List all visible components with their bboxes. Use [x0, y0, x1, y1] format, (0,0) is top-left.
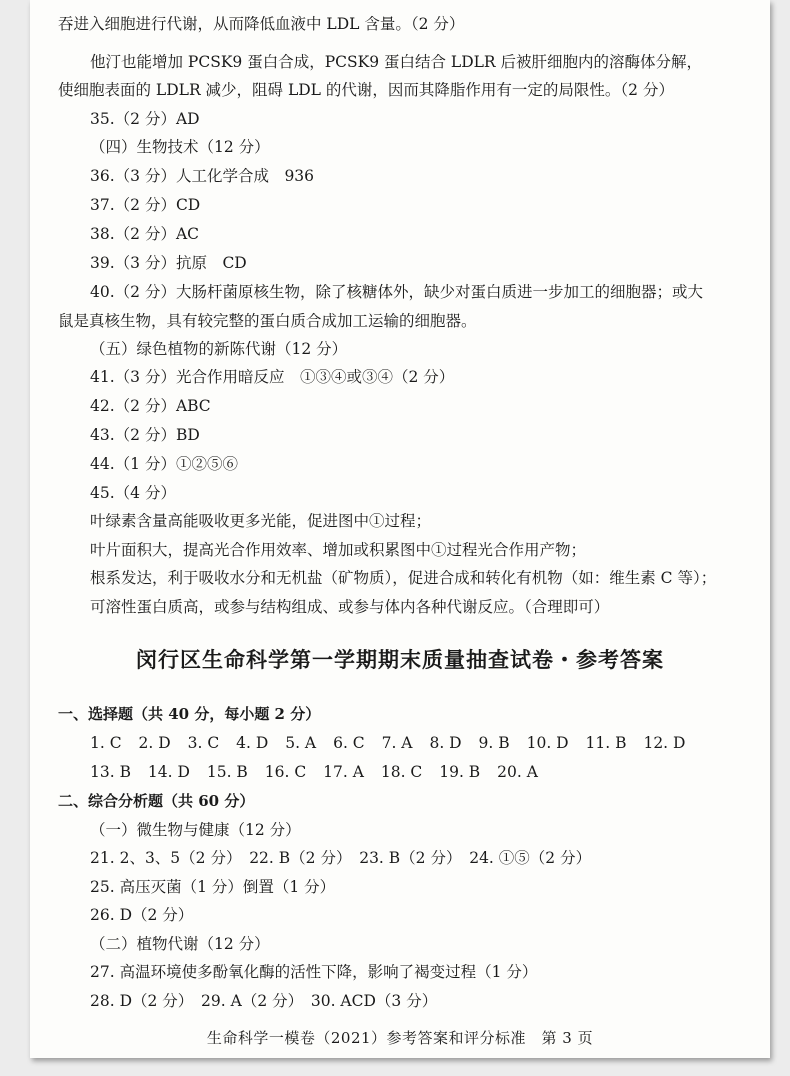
answer-item: 5. A	[285, 734, 317, 752]
answer-line: 27. 高温环境使多酚氧化酶的活性下降，影响了褐变过程（1 分）	[90, 963, 538, 981]
section-subtitle: （四）生物技术（12 分）	[90, 138, 270, 156]
answer-line: 38.（2 分）AC	[90, 225, 199, 243]
answer-line: 41.（3 分）光合作用暗反应 ①③④或③④（2 分）	[90, 368, 455, 386]
answers-row	[90, 762, 550, 782]
text-line: 根系发达，利于吸收水分和无机盐（矿物质），促进合成和转化有机物（如：维生素 C 等）；	[90, 569, 717, 587]
answer-item: 1. C	[90, 734, 122, 752]
answer-line: 39.（3 分）抗原 CD	[90, 254, 247, 272]
section-title: 一、选择题（共 40 分，每小题 2 分）	[58, 705, 321, 723]
answer-item: 9. B	[478, 734, 510, 752]
answer-line: 21. 2、3、5（2 分） 22. B（2 分） 23. B（2 分） 24. ①⑤（2 分）	[90, 849, 592, 867]
text-line: 吞进入细胞进行代谢，从而降低血液中 LDL 含量。（2 分）	[58, 15, 465, 33]
answer-item: 10. D	[526, 734, 569, 752]
text-line: 叶片面积大，提高光合作用效率、增加或积累图中①过程光合作用产物；	[90, 541, 587, 559]
text-line: 使细胞表面的 LDLR 减少，阻碍 LDL 的代谢，因而其降脂作用有一定的局限性。（2 分）	[58, 81, 674, 99]
answer-item: 7. A	[381, 734, 413, 752]
answer-line: 42.（2 分）ABC	[90, 397, 211, 415]
answer-item: 20. A	[497, 763, 538, 781]
answer-item: 8. D	[429, 734, 462, 752]
answer-item: 13. B	[90, 763, 131, 781]
section-subtitle: （五）绿色植物的新陈代谢（12 分）	[90, 340, 348, 358]
answer-item: 14. D	[147, 763, 190, 781]
answer-line: 36.（3 分）人工化学合成 936	[90, 167, 315, 185]
answer-item: 16. C	[264, 763, 307, 781]
answer-item: 18. C	[380, 763, 423, 781]
answer-item: 19. B	[439, 763, 481, 781]
document-page	[30, 0, 770, 1058]
answer-item: 11. B	[585, 734, 627, 752]
section-subtitle: （二）植物代谢（12 分）	[90, 935, 270, 953]
answer-line: 44.（1 分）①②⑤⑥	[90, 455, 238, 473]
text-line: 叶绿素含量高能吸收更多光能，促进图中①过程；	[90, 512, 432, 530]
answer-item: 6. C	[333, 734, 365, 752]
answer-item: 2. D	[138, 734, 171, 752]
text-line: 可溶性蛋白质高，或参与结构组成、或参与体内各种代谢反应。（合理即可）	[90, 598, 610, 616]
page-footer: 生命科学一模卷（2021）参考答案和评分标准 第 3 页	[206, 1029, 594, 1047]
answer-line: 40.（2 分）大肠杆菌原核生物，除了核糖体外，缺少对蛋白质进一步加工的细胞器；或大	[90, 283, 703, 301]
answers-row	[90, 733, 697, 753]
answer-item: 15. B	[206, 763, 248, 781]
text-line: 他汀也能增加 PCSK9 蛋白合成，PCSK9 蛋白结合 LDLR 后被肝细胞内的溶酶体分解，	[90, 53, 703, 71]
text-line: 鼠是真核生物，具有较完整的蛋白质合成加工运输的细胞器。	[58, 312, 477, 330]
section-subtitle: （一）微生物与健康（12 分）	[90, 821, 301, 839]
answer-item: 4. D	[236, 734, 269, 752]
answer-item: 12. D	[643, 734, 686, 752]
answer-line: 25. 高压灭菌（1 分）倒置（1 分）	[90, 878, 336, 896]
answer-line: 26. D（2 分）	[90, 906, 194, 924]
answer-line: 37.（2 分）CD	[90, 196, 201, 214]
answer-line: 45.（4 分）	[90, 484, 176, 502]
answer-line: 35.（2 分）AD	[90, 110, 200, 128]
document-heading: 闵行区生命科学第一学期期末质量抽查试卷・参考答案	[136, 647, 664, 672]
answer-item: 17. A	[323, 763, 364, 781]
answer-line: 28. D（2 分） 29. A（2 分） 30. ACD（3 分）	[90, 992, 438, 1010]
answer-item: 3. C	[187, 734, 220, 752]
answer-line: 43.（2 分）BD	[90, 426, 200, 444]
section-title: 二、综合分析题（共 60 分）	[58, 792, 255, 810]
